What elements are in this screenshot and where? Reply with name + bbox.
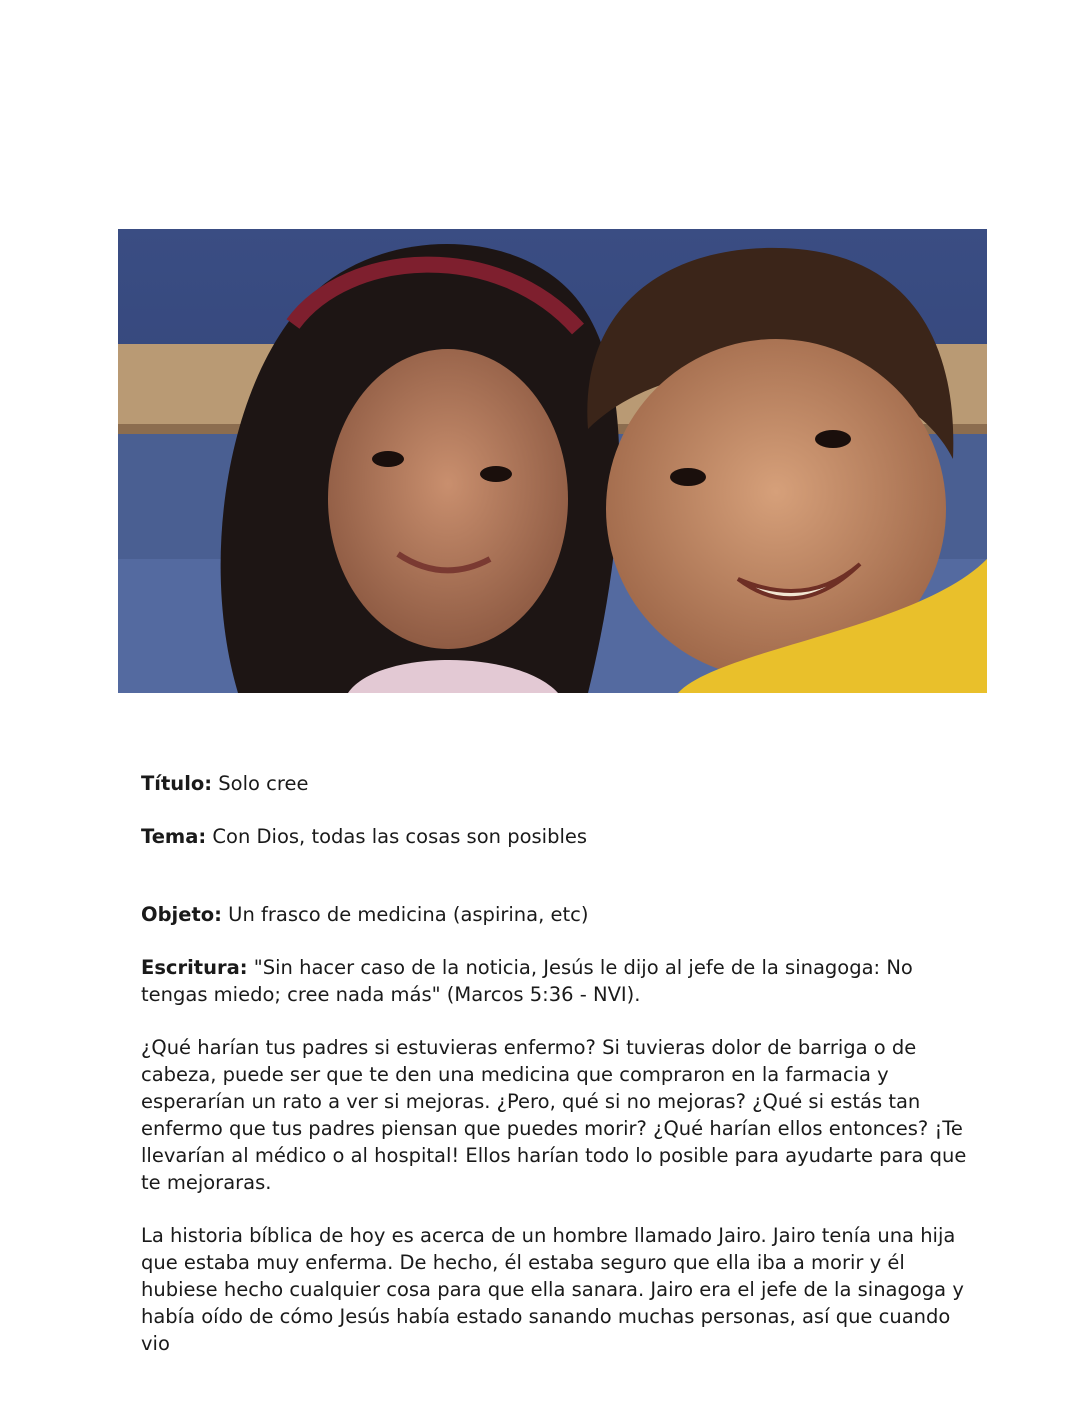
title-label: Título: xyxy=(141,772,213,795)
paragraph: ¿Qué harían tus padres si estuvieras enfermo? Si tuvieras dolor de barriga o de cabeza, puede ser que te den una medicina que compraron en la farmacia y esperarían un rato a ver si mejoras. ¿Pero, qué si no mejoras? ¿Qué si estás tan enfermo que tus padres piensan que puedes morir? ¿Qué harían ellos entonces? ¡Te llevarían al médico o al hospital! Ellos harían todo lo posible para ayudarte para que te mejoraras. xyxy=(141,1036,967,1194)
theme-value: Con Dios, todas las cosas son posibles xyxy=(206,825,588,848)
title-line xyxy=(141,770,971,797)
object-line xyxy=(141,901,971,928)
theme-label: Tema: xyxy=(141,825,207,848)
paragraph: La historia bíblica de hoy es acerca de un hombre llamado Jairo. Jairo tenía una hija que estaba muy enferma. De hecho, él estaba seguro que ella iba a morir y él hubiese hecho cualquier cosa para que ella sanara. Jairo era el jefe de la sinagoga y había oído de cómo Jesús había estado sanando muchas personas, así que cuando vio xyxy=(141,1224,964,1355)
scripture-label: Escritura: xyxy=(141,956,248,979)
children-photo-illustration xyxy=(118,229,987,693)
children-photo xyxy=(118,229,987,693)
scripture-line xyxy=(141,954,971,1008)
scripture-value: "Sin hacer caso de la noticia, Jesús le dijo al jefe de la sinagoga: No tengas miedo; cree nada más" (Marcos 5:36 - NVI). xyxy=(141,956,913,1006)
theme-line xyxy=(141,823,971,850)
title-value: Solo cree xyxy=(212,772,309,795)
lesson-content xyxy=(141,770,971,1357)
object-value: Un frasco de medicina (aspirina, etc) xyxy=(221,903,589,926)
object-label: Objeto: xyxy=(141,903,222,926)
